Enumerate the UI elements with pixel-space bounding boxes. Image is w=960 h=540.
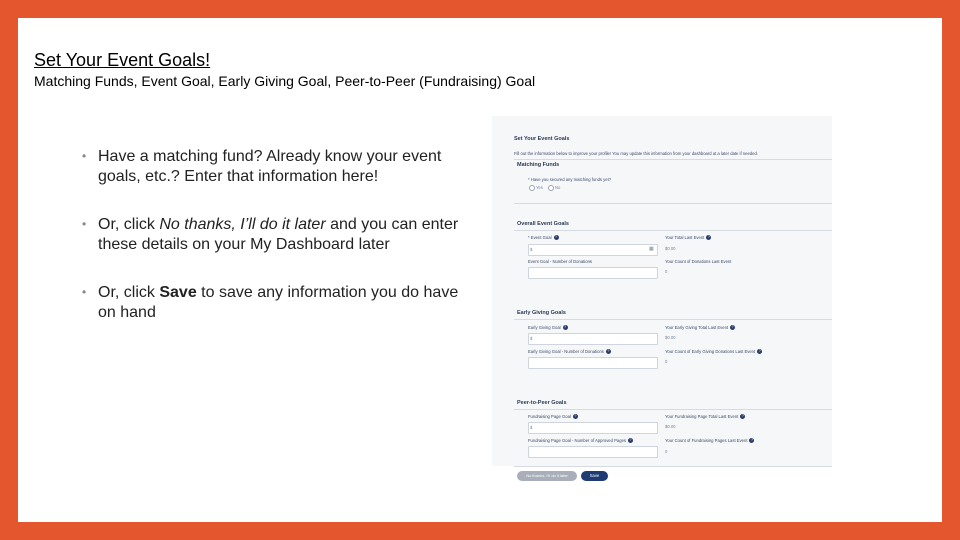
currency-symbol: $	[530, 336, 533, 341]
form-intro: Fill out the information below to improve your profile! You may update this information from your dashboard at a later date if needed.	[514, 151, 758, 156]
bullet-item	[82, 283, 462, 322]
early-donations-label-text: Early Giving Goal - Number of Donations	[528, 349, 604, 354]
bullet-item	[82, 147, 462, 186]
p2p-total-last-value: $0.00	[665, 424, 676, 429]
section-heading-overall: Overall Event Goals	[517, 221, 569, 227]
section-heading-p2p: Peer-to-Peer Goals	[517, 400, 567, 406]
section-heading-matching: Matching Funds	[517, 162, 560, 168]
divider	[514, 466, 832, 467]
divider	[514, 319, 832, 320]
divider	[514, 230, 832, 231]
bullet-dot: •	[82, 285, 87, 299]
help-icon[interactable]: ?	[607, 349, 610, 354]
bullet-text-post: to save any information you do have on hand	[98, 284, 459, 321]
bullet-text-pre: Or, click	[98, 216, 160, 233]
help-icon[interactable]: ?	[629, 438, 632, 443]
total-last-value: $0.00	[665, 246, 676, 251]
early-count-last-value: 0	[665, 359, 668, 364]
slide-subtitle: Matching Funds, Event Goal, Early Giving Goal, Peer-to-Peer (Fundraising) Goal	[34, 73, 536, 89]
p2p-count-last-label-text: Your Count of Fundraising Pages Last Event	[665, 438, 748, 443]
radio-no[interactable]	[548, 185, 554, 191]
divider	[514, 159, 832, 160]
radio-no-label: No	[555, 185, 561, 190]
early-donations-input[interactable]	[528, 357, 658, 369]
form-screenshot	[492, 116, 832, 478]
p2p-total-last-label	[665, 414, 745, 419]
help-icon[interactable]: ?	[574, 414, 577, 419]
help-icon[interactable]: ?	[707, 235, 710, 240]
event-donations-label: Event Goal - Number of Donations	[528, 259, 593, 264]
radio-yes[interactable]	[529, 185, 535, 191]
count-last-value: 0	[665, 269, 668, 274]
help-icon[interactable]: ?	[564, 325, 567, 330]
help-icon[interactable]: ?	[741, 414, 744, 419]
save-button[interactable]: Save	[581, 471, 608, 481]
event-goal-label-text: * Event Goal	[528, 235, 552, 240]
p2p-count-last-value: 0	[665, 449, 668, 454]
bullet-text: Have a matching fund? Already know your event goals, etc.? Enter that information here!	[98, 148, 442, 185]
matching-question: * Have you secured any matching funds yet?	[528, 177, 612, 182]
event-donations-input[interactable]	[528, 267, 658, 279]
currency-symbol: $	[530, 247, 533, 252]
early-count-last-label	[665, 349, 762, 354]
radio-yes-label: Yes	[536, 185, 543, 190]
p2p-goal-input[interactable]	[528, 422, 658, 434]
total-last-label	[665, 235, 711, 240]
help-icon[interactable]: ?	[751, 438, 753, 443]
early-donations-label	[528, 349, 611, 354]
bullet-emphasis: No thanks, I’ll do it later	[159, 216, 326, 233]
early-goal-label	[528, 325, 568, 330]
early-total-last-value: $0.00	[665, 335, 676, 340]
divider	[514, 203, 832, 204]
currency-symbol: $	[530, 425, 533, 430]
p2p-goal-label	[528, 414, 578, 419]
p2p-pages-input[interactable]	[528, 446, 658, 458]
bullet-strong: Save	[159, 284, 197, 301]
early-total-last-label-text: Your Early Giving Total Last Event	[665, 325, 729, 330]
no-thanks-button[interactable]: No thanks, I’ll do it later	[517, 471, 577, 481]
bullet-dot: •	[82, 217, 87, 231]
early-goal-input[interactable]	[528, 333, 658, 345]
bullet-list	[82, 147, 462, 351]
p2p-count-last-label	[665, 438, 754, 443]
bullet-text-post: and you can enter these details on your My Dashboard later	[98, 216, 459, 253]
slide-title: Set Your Event Goals!	[34, 50, 211, 70]
p2p-total-last-label-text: Your Fundraising Page Total Last Event	[665, 414, 739, 419]
early-count-last-label-text: Your Count of Early Giving Donations Last Event	[665, 349, 756, 354]
help-icon[interactable]: ?	[758, 349, 761, 354]
p2p-goal-label-text: Fundraising Page Goal	[528, 414, 571, 419]
early-total-last-label	[665, 325, 735, 330]
bullet-text-pre: Or, click	[98, 284, 160, 301]
total-last-label-text: Your Total Last Event	[665, 235, 705, 240]
section-heading-early: Early Giving Goals	[517, 310, 566, 316]
p2p-pages-label-text: Fundraising Page Goal - Number of Approved Pages	[528, 438, 626, 443]
early-goal-label-text: Early Giving Goal	[528, 325, 561, 330]
help-icon[interactable]: ?	[731, 325, 734, 330]
count-last-label: Your Count of Donations Last Event	[665, 259, 732, 264]
event-goal-label	[528, 235, 559, 240]
p2p-pages-label	[528, 438, 633, 443]
bullet-dot: •	[82, 149, 87, 163]
calculator-icon[interactable]: ▦	[649, 246, 654, 252]
form-heading: Set Your Event Goals	[514, 136, 570, 142]
divider	[514, 409, 832, 410]
help-icon[interactable]: ?	[555, 235, 557, 240]
event-goal-input[interactable]	[528, 244, 658, 256]
bullet-item	[82, 215, 462, 254]
